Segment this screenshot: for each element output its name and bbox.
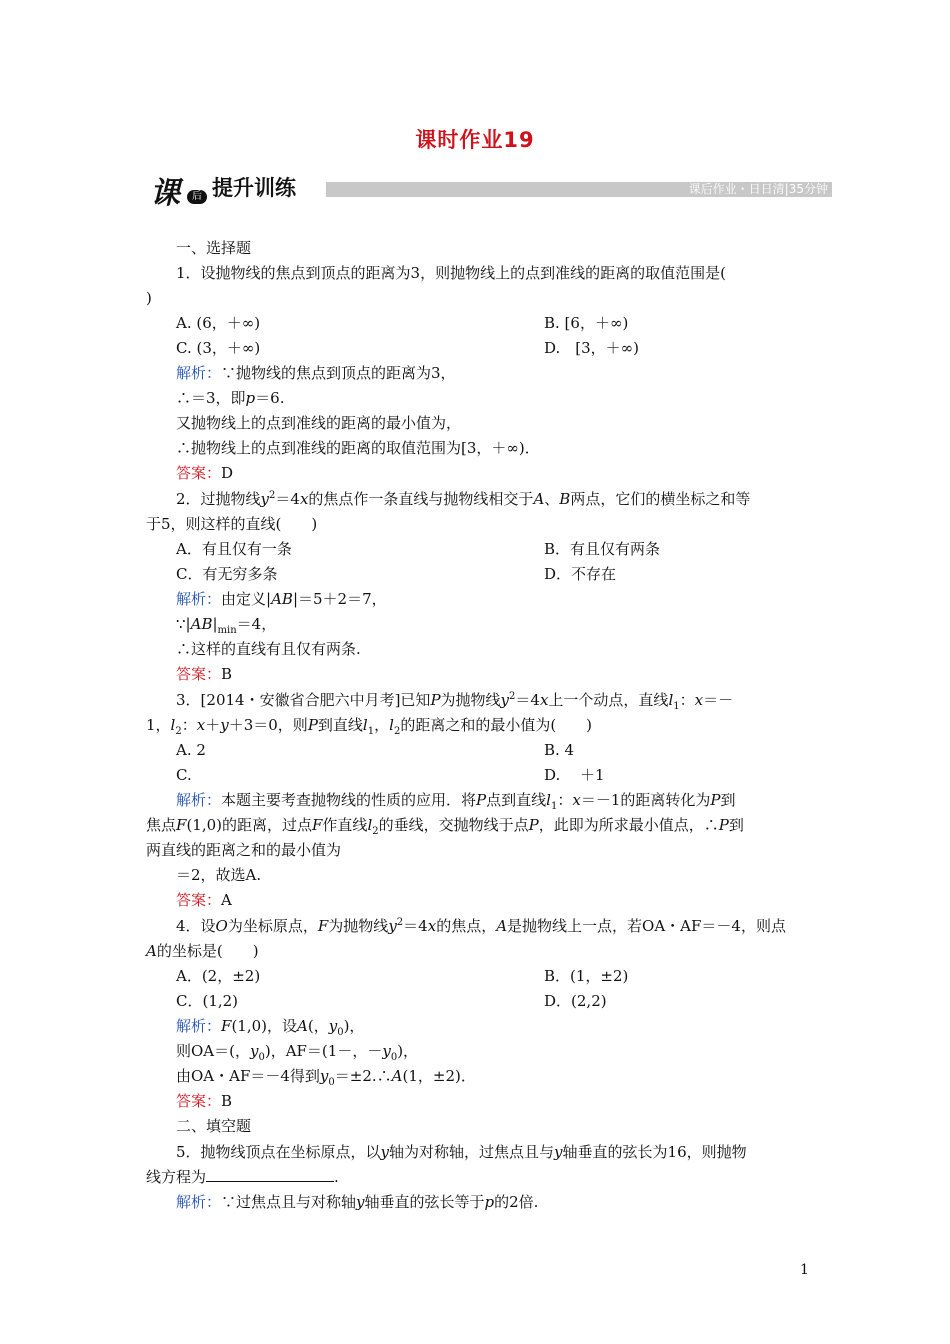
q3-solution-line4: ＝2，故选A.: [176, 866, 262, 884]
page-number: 1: [800, 1262, 809, 1278]
section-heading: 一、选择题: [176, 239, 252, 257]
q5-solution-line1: 解析：∵过焦点且与对称轴y轴垂直的弦长等于p的2倍.: [176, 1193, 539, 1211]
q4-solution-line2: 则OA＝(，$y_0$)，AF＝(1－，$-y_0$)，: [176, 1042, 419, 1063]
banner-badge: 后: [187, 190, 207, 204]
q4-option-a: A．(2，±2): [176, 967, 261, 985]
q1-answer: 答案：D: [176, 464, 234, 482]
q5-stem-line1: 5．抛物线顶点在坐标原点，以y轴为对称轴，过焦点且与y轴垂直的弦长为16，则抛物: [176, 1143, 747, 1161]
q4-option-b: B．(1，±2): [544, 967, 629, 985]
banner-bar: [326, 182, 832, 197]
q4-solution-line1: 解析：F(1,0)，设A(，$y_0$)，: [176, 1017, 365, 1038]
q1-option-c: C. (3，＋∞): [176, 339, 261, 357]
q2-option-d: D．不存在: [544, 565, 617, 583]
q3-option-b: B. 4: [544, 741, 575, 759]
solution-label: 解析：: [176, 364, 222, 382]
section-banner: [150, 168, 832, 211]
q4-solution-line3: 由OA・AF＝－4得到$y_0=\pm 2.\therefore A(1$，±2)．: [176, 1067, 476, 1088]
banner-right-text: 课后作业・日日清|35分钟: [688, 182, 828, 196]
q3-solution-line2: 焦点F(1,0)的距离，过点F作直线$l_2$的垂线，交抛物线于点P，此即为所求最小值点，∴P到: [146, 816, 744, 837]
q3-stem-line2: 1，$l_2$：x＋y＋3＝0，则P到直线$l_1$，$l_2$的距离之和的最小值为( ): [146, 716, 593, 737]
q3-answer: 答案：A: [176, 891, 232, 909]
section-heading-fill: 二、填空题: [176, 1117, 252, 1135]
q3-option-a: A. 2: [176, 741, 206, 759]
q2-solution-line2: $\because|AB|_{min}=4$，: [176, 615, 277, 636]
q4-stem-line2: A的坐标是( ): [146, 942, 259, 960]
q2-option-a: A．有且仅有一条: [176, 540, 292, 558]
q1-solution-line3: 又抛物线上的点到准线的距离的最小值为，: [176, 414, 462, 432]
q3-solution-line1: 解析：本题主要考查抛物线的性质的应用．将P点到直线$l_1$：x＝－1的距离转化为P到: [176, 791, 736, 812]
q1-stem-line2: ): [146, 289, 152, 307]
q2-solution-line3: ∴这样的直线有且仅有两条.: [176, 640, 361, 658]
q2-stem-line2: 于5，则这样的直线( ): [146, 515, 318, 533]
q5-answer-blank[interactable]: [206, 1167, 334, 1182]
q2-stem-line1: 2．过抛物线$y^2=4x$的焦点作一条直线与抛物线相交于A、B两点，它们的横坐标之和等: [176, 490, 751, 508]
q1-option-b: B. [6，＋∞): [544, 314, 629, 332]
q4-option-c: C．(1,2): [176, 992, 239, 1010]
q1-option-a: A. (6，＋∞): [176, 314, 261, 332]
q4-answer: 答案：B: [176, 1092, 233, 1110]
q3-option-c: C.: [176, 766, 192, 784]
q4-stem-line1: 4．设O为坐标原点，F为抛物线$y^2=4x$的焦点，A是抛物线上一点，若OA・AF＝－4，则点: [176, 917, 786, 935]
q1-option-d: D. [3，＋∞): [544, 339, 640, 357]
q2-option-c: C．有无穷多条: [176, 565, 278, 583]
q2-answer: 答案：B: [176, 665, 233, 683]
banner-logo: 课: [150, 176, 180, 211]
q1-solution-line4: ∴抛物线上的点到准线的距离的取值范围为[3，＋∞)．: [176, 439, 540, 457]
q1-solution-line1: [176, 363, 456, 383]
q1-stem-line1: 1．设抛物线的焦点到顶点的距离为3，则抛物线上的点到准线的距离的取值范围是(: [176, 264, 726, 282]
q2-solution-line1: 解析：由定义|AB|＝5＋2＝7，: [176, 590, 387, 608]
q3-stem-line1: 3．[2014・安徽省合肥六中月考]已知P为抛物线$y^2=4x$上一个动点，直线$l_1$：x＝－: [176, 691, 734, 712]
answer-label: 答案：: [176, 464, 222, 482]
page-title: 课时作业19: [415, 128, 535, 152]
q1-solution-text: ∵抛物线的焦点到顶点的距离为3，: [221, 364, 456, 382]
q3-option-d: D. ＋1: [544, 766, 605, 784]
q1-solution-line2: ∴＝3，即p＝6.: [176, 389, 285, 407]
banner-heading: 提升训练: [212, 176, 296, 200]
q3-solution-line3: 两直线的距离之和的最小值为: [146, 841, 342, 859]
q4-option-d: D．(2,2): [544, 992, 607, 1010]
q5-stem-line2: 线方程为 .: [146, 1168, 339, 1186]
q2-option-b: B．有且仅有两条: [544, 540, 661, 558]
